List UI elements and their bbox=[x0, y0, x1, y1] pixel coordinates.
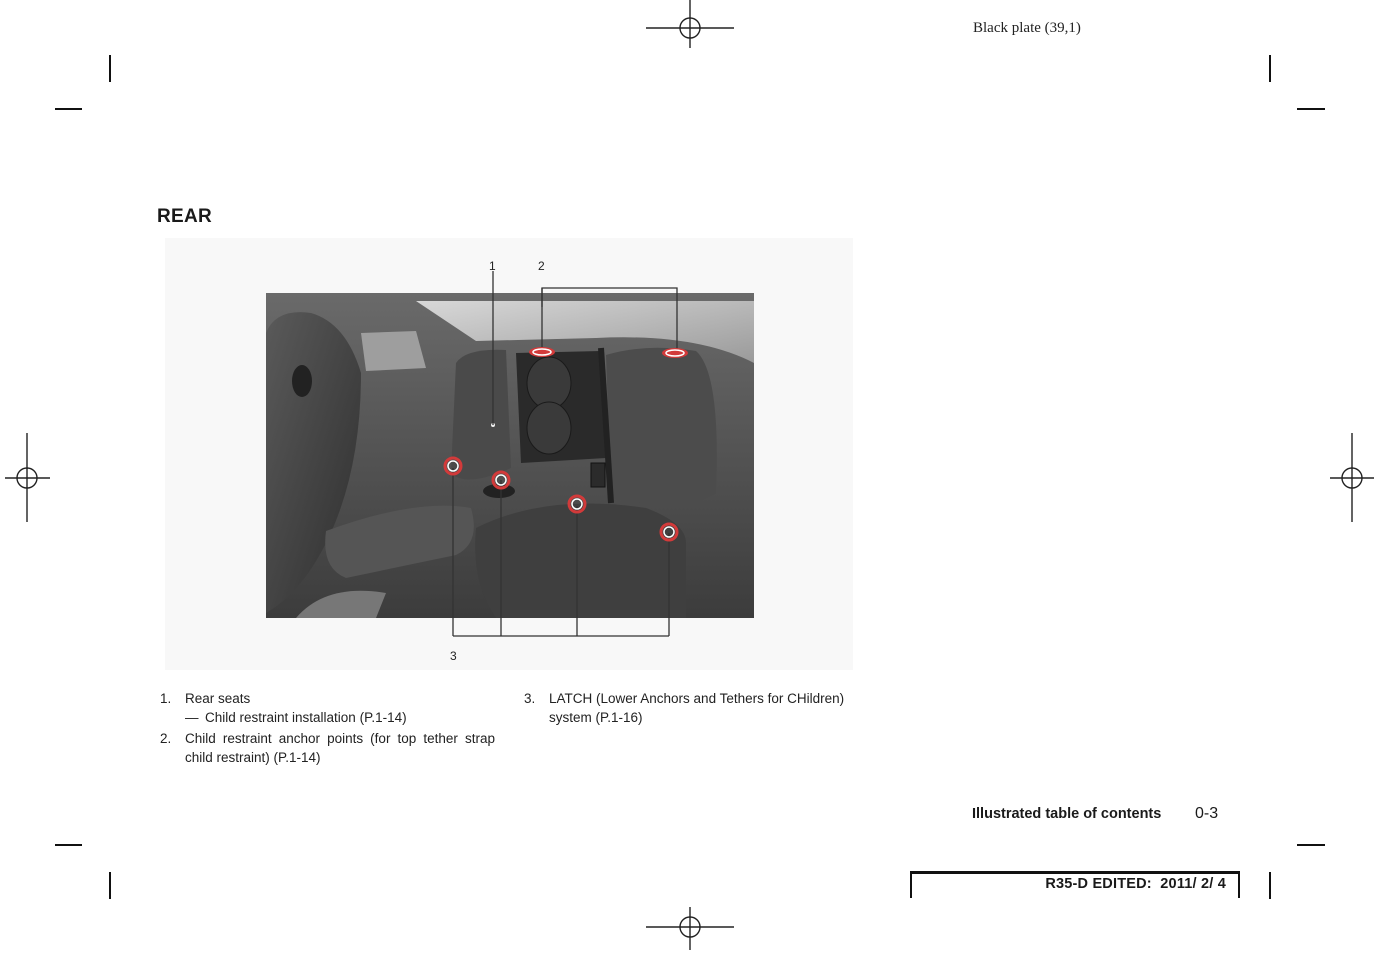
section-title: REAR bbox=[157, 206, 213, 227]
legend-item-text-continued: system (P.1-16) bbox=[549, 710, 643, 725]
legend-item-text: LATCH (Lower Anchors and Tethers for CHildren) bbox=[549, 691, 845, 706]
callout-number-1: 1 bbox=[489, 259, 496, 273]
legend-subitem bbox=[160, 708, 495, 727]
legend-item-3 bbox=[524, 689, 869, 727]
dash-glyph: — bbox=[185, 710, 199, 725]
rear-seats-illustration bbox=[160, 236, 860, 676]
rear-seat-right-back bbox=[606, 348, 717, 505]
registration-mark-bottom bbox=[646, 907, 734, 950]
side-window bbox=[361, 331, 426, 371]
legend-item-text-continued: child restraint) (P.1-14) bbox=[185, 750, 321, 765]
page-number: 0-3 bbox=[1195, 805, 1219, 822]
plate-label: Black plate (39,1) bbox=[973, 20, 1081, 36]
edit-stamp-box bbox=[910, 871, 1240, 898]
callout-number-3: 3 bbox=[450, 649, 457, 663]
footer-section-title: Illustrated table of contents bbox=[972, 806, 1162, 822]
cup-holder bbox=[483, 484, 515, 498]
legend-right bbox=[524, 689, 869, 727]
registration-mark-right bbox=[1330, 433, 1374, 522]
legend-item-text: Rear seats bbox=[185, 691, 251, 706]
legend-item-text: Child restraint anchor points (for top tether strap bbox=[185, 731, 495, 746]
legend-item-number: 2. bbox=[160, 731, 172, 746]
legend-item-number: 3. bbox=[524, 691, 536, 706]
edit-stamp: R35-D EDITED: 2011/ 2/ 4 bbox=[1045, 876, 1226, 892]
legend-item-1 bbox=[160, 689, 495, 708]
tether-anchor-marker-left bbox=[529, 347, 555, 357]
legend-left bbox=[160, 689, 495, 767]
legend-item-number: 1. bbox=[160, 691, 172, 706]
registration-mark-left bbox=[5, 433, 50, 522]
interior-photo bbox=[266, 293, 754, 618]
legend-subitem-text: Child restraint installation (P.1-14) bbox=[205, 710, 407, 725]
tether-anchor-marker-right bbox=[662, 348, 688, 358]
callout-number-2: 2 bbox=[538, 259, 545, 273]
legend-item-2 bbox=[160, 729, 495, 767]
rear-seat-cushion bbox=[475, 504, 686, 619]
registration-mark-top bbox=[646, 0, 734, 48]
